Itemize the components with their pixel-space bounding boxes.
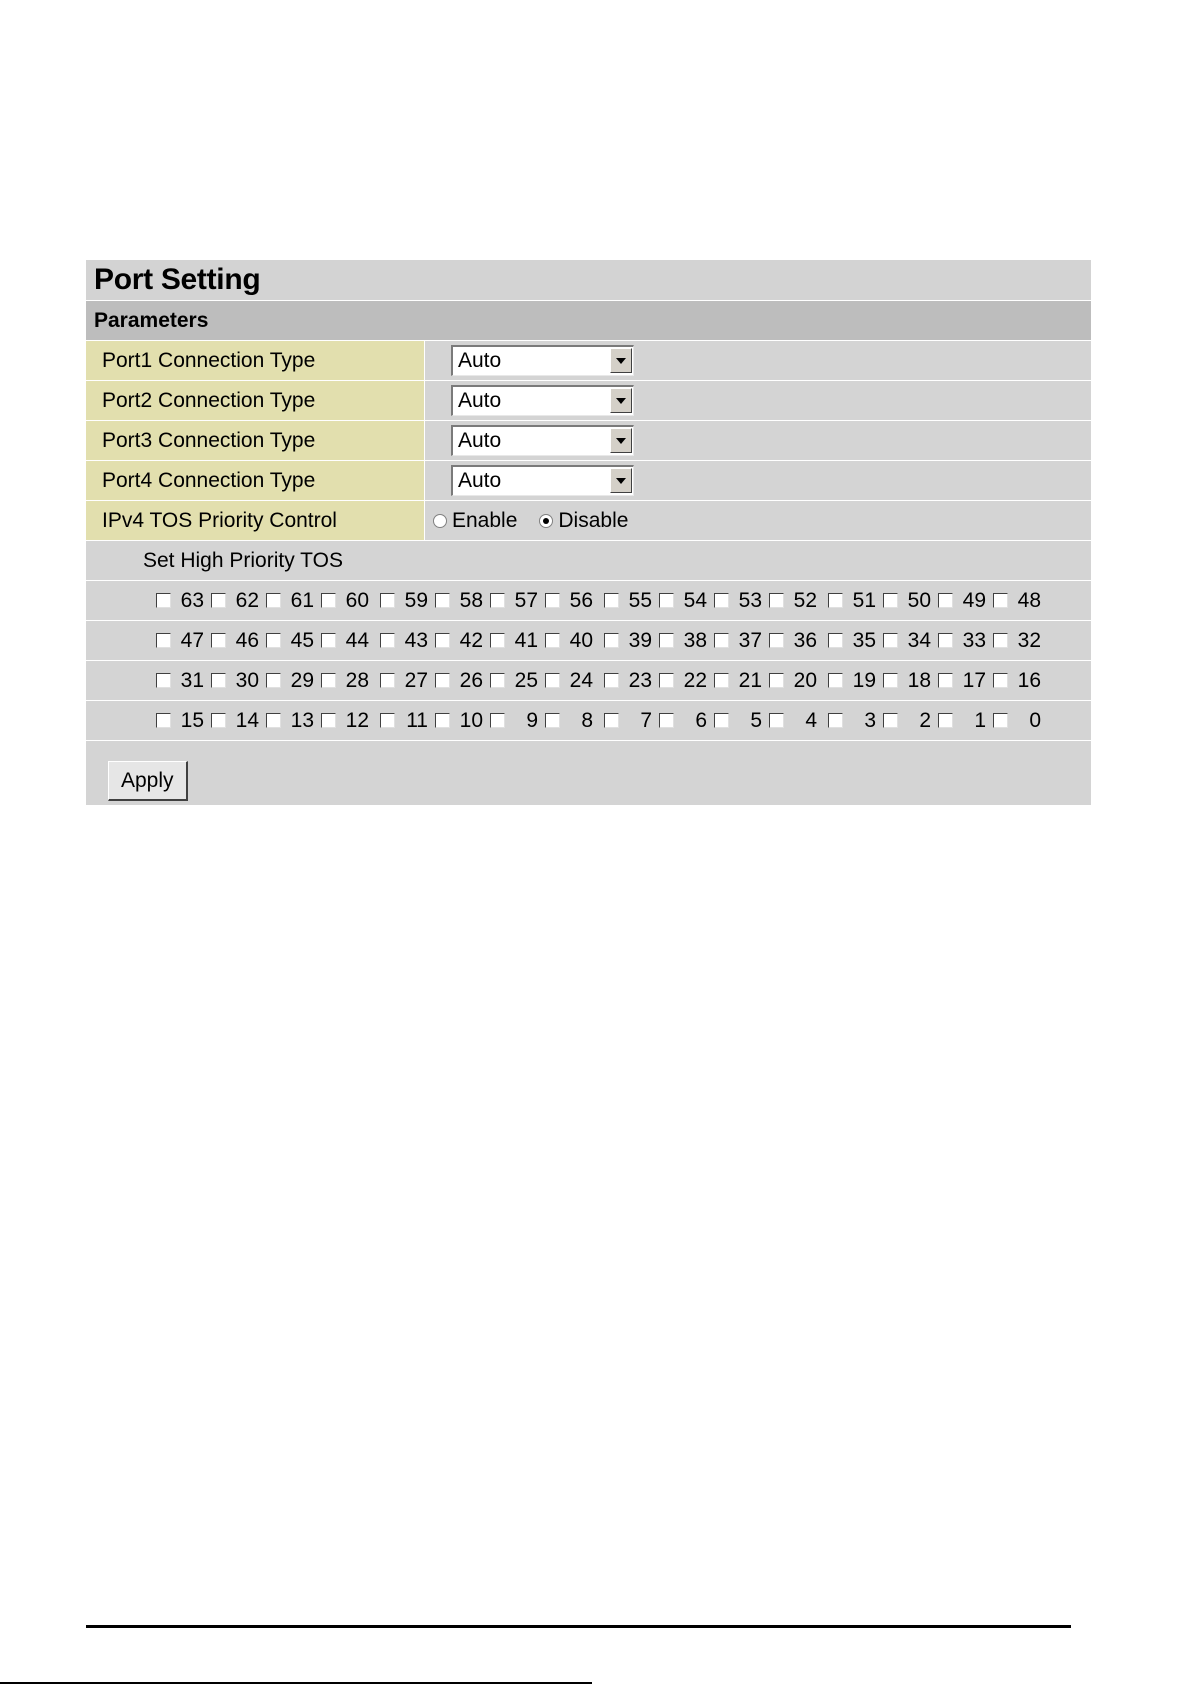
tos-value-label: 26 xyxy=(459,668,483,692)
tos-checkbox-item[interactable] xyxy=(938,669,993,693)
tos-checkbox-item[interactable] xyxy=(211,629,266,653)
tos-checkbox-item[interactable] xyxy=(156,629,211,653)
port4-row xyxy=(86,461,1091,501)
tos-checkbox-grid xyxy=(86,581,1091,741)
apply-row xyxy=(86,741,1091,805)
tos-value-label: 12 xyxy=(345,708,369,732)
tos-value-label: 39 xyxy=(628,628,652,652)
tos-value-label: 4 xyxy=(805,708,817,732)
checkbox-icon[interactable] xyxy=(714,593,729,608)
tos-checkbox-item[interactable] xyxy=(266,589,321,613)
checkbox-icon[interactable] xyxy=(435,673,450,688)
tos-group xyxy=(828,709,1048,733)
tos-value-label: 49 xyxy=(962,588,986,612)
checkbox-icon[interactable] xyxy=(380,713,395,728)
checkbox-icon[interactable] xyxy=(380,673,395,688)
checkbox-icon[interactable] xyxy=(321,593,336,608)
tos-checkbox-item[interactable] xyxy=(714,589,769,613)
checkbox-icon[interactable] xyxy=(938,633,953,648)
tos-value-label: 54 xyxy=(683,588,707,612)
tos-group xyxy=(604,629,824,653)
tos-group xyxy=(156,669,376,693)
checkbox-icon[interactable] xyxy=(545,673,560,688)
tos-value-label: 40 xyxy=(569,628,593,652)
checkbox-icon[interactable] xyxy=(938,593,953,608)
tos-value-label: 28 xyxy=(345,668,369,692)
tos-group xyxy=(380,669,600,693)
tos-checkbox-item[interactable] xyxy=(321,589,376,613)
tos-checkbox-item[interactable] xyxy=(211,669,266,693)
tos-control-label: IPv4 TOS Priority Control xyxy=(86,501,425,540)
chevron-down-icon[interactable] xyxy=(610,428,632,453)
tos-group xyxy=(604,589,824,613)
tos-group xyxy=(604,709,824,733)
port1-row xyxy=(86,341,1091,381)
tos-checkbox-item[interactable] xyxy=(659,589,714,613)
checkbox-icon[interactable] xyxy=(266,593,281,608)
tos-row xyxy=(86,661,1091,701)
tos-checkbox-item[interactable] xyxy=(604,709,659,733)
checkbox-icon[interactable] xyxy=(714,633,729,648)
checkbox-icon[interactable] xyxy=(938,673,953,688)
tos-value-label: 61 xyxy=(290,588,314,612)
chevron-down-icon[interactable] xyxy=(610,468,632,493)
tos-checkbox-item[interactable] xyxy=(883,629,938,653)
tos-group xyxy=(828,629,1048,653)
checkbox-icon[interactable] xyxy=(883,673,898,688)
tos-checkbox-item[interactable] xyxy=(545,629,600,653)
tos-checkbox-item[interactable] xyxy=(938,629,993,653)
port4-connection-type-select[interactable] xyxy=(451,465,634,496)
checkbox-icon[interactable] xyxy=(993,673,1008,688)
tos-checkbox-item[interactable] xyxy=(490,709,545,733)
checkbox-icon[interactable] xyxy=(490,593,505,608)
checkbox-icon[interactable] xyxy=(604,593,619,608)
port4-label: Port4 Connection Type xyxy=(86,461,425,500)
tos-value-label: 21 xyxy=(738,668,762,692)
tos-value-label: 23 xyxy=(628,668,652,692)
high-priority-tos-label: Set High Priority TOS xyxy=(86,541,1091,581)
tos-checkbox-item[interactable] xyxy=(490,669,545,693)
tos-value-label: 1 xyxy=(974,708,986,732)
tos-value-label: 34 xyxy=(907,628,931,652)
tos-checkbox-item[interactable] xyxy=(490,629,545,653)
tos-checkbox-item[interactable] xyxy=(156,589,211,613)
tos-checkbox-item[interactable] xyxy=(266,709,321,733)
tos-checkbox-item[interactable] xyxy=(828,669,883,693)
tos-value-label: 10 xyxy=(459,708,483,732)
tos-control-row xyxy=(86,501,1091,541)
tos-value-label: 42 xyxy=(459,628,483,652)
checkbox-icon[interactable] xyxy=(266,713,281,728)
checkbox-icon[interactable] xyxy=(321,633,336,648)
port1-select-value: Auto xyxy=(458,349,502,372)
checkbox-icon[interactable] xyxy=(211,673,226,688)
tos-checkbox-item[interactable] xyxy=(993,589,1048,613)
tos-checkbox-item[interactable] xyxy=(435,629,490,653)
checkbox-icon[interactable] xyxy=(211,593,226,608)
tos-checkbox-item[interactable] xyxy=(659,629,714,653)
tos-value-label: 14 xyxy=(235,708,259,732)
tos-checkbox-item[interactable] xyxy=(211,709,266,733)
tos-value-label: 27 xyxy=(404,668,428,692)
tos-value-label: 9 xyxy=(526,708,538,732)
tos-value-label: 19 xyxy=(852,668,876,692)
tos-checkbox-item[interactable] xyxy=(545,709,600,733)
tos-checkbox-item[interactable] xyxy=(435,589,490,613)
checkbox-icon[interactable] xyxy=(321,713,336,728)
checkbox-icon[interactable] xyxy=(828,633,843,648)
tos-checkbox-item[interactable] xyxy=(993,629,1048,653)
tos-checkbox-item[interactable] xyxy=(380,629,435,653)
tos-group xyxy=(380,589,600,613)
tos-checkbox-item[interactable] xyxy=(604,589,659,613)
port2-row xyxy=(86,381,1091,421)
checkbox-icon[interactable] xyxy=(993,713,1008,728)
checkbox-icon[interactable] xyxy=(828,713,843,728)
tos-checkbox-item[interactable] xyxy=(156,669,211,693)
tos-checkbox-item[interactable] xyxy=(321,629,376,653)
tos-checkbox-item[interactable] xyxy=(659,669,714,693)
tos-value-label: 24 xyxy=(569,668,593,692)
tos-value-label: 5 xyxy=(750,708,762,732)
tos-value-label: 59 xyxy=(404,588,428,612)
tos-value-label: 48 xyxy=(1017,588,1041,612)
tos-group xyxy=(828,589,1048,613)
tos-value-label: 36 xyxy=(793,628,817,652)
tos-row xyxy=(86,581,1091,621)
footer-divider-short xyxy=(0,1682,592,1684)
port3-connection-type-select[interactable] xyxy=(451,425,634,456)
checkbox-icon[interactable] xyxy=(211,713,226,728)
checkbox-icon[interactable] xyxy=(435,713,450,728)
tos-value-label: 17 xyxy=(962,668,986,692)
tos-checkbox-item[interactable] xyxy=(435,669,490,693)
checkbox-icon[interactable] xyxy=(828,593,843,608)
checkbox-icon[interactable] xyxy=(883,593,898,608)
port4-select-value: Auto xyxy=(458,469,502,492)
tos-checkbox-item[interactable] xyxy=(828,629,883,653)
tos-value-label: 60 xyxy=(345,588,369,612)
tos-group xyxy=(156,709,376,733)
tos-value-label: 29 xyxy=(290,668,314,692)
checkbox-icon[interactable] xyxy=(380,593,395,608)
checkbox-icon[interactable] xyxy=(156,593,171,608)
checkbox-icon[interactable] xyxy=(604,713,619,728)
tos-checkbox-item[interactable] xyxy=(993,669,1048,693)
tos-checkbox-item[interactable] xyxy=(769,629,824,653)
checkbox-icon[interactable] xyxy=(993,633,1008,648)
tos-checkbox-item[interactable] xyxy=(659,709,714,733)
tos-value-label: 62 xyxy=(235,588,259,612)
tos-value-label: 3 xyxy=(864,708,876,732)
port1-connection-type-select[interactable] xyxy=(451,345,634,376)
tos-group xyxy=(156,589,376,613)
tos-value-label: 43 xyxy=(404,628,428,652)
port3-row xyxy=(86,421,1091,461)
tos-group xyxy=(604,669,824,693)
checkbox-icon[interactable] xyxy=(435,633,450,648)
tos-checkbox-item[interactable] xyxy=(490,589,545,613)
tos-checkbox-item[interactable] xyxy=(714,669,769,693)
tos-group xyxy=(156,629,376,653)
section-header-parameters: Parameters xyxy=(86,301,1091,341)
checkbox-icon[interactable] xyxy=(769,593,784,608)
tos-checkbox-item[interactable] xyxy=(828,589,883,613)
tos-checkbox-item[interactable] xyxy=(883,709,938,733)
tos-value-label: 18 xyxy=(907,668,931,692)
checkbox-icon[interactable] xyxy=(769,713,784,728)
apply-button[interactable]: Apply xyxy=(108,761,188,801)
checkbox-icon[interactable] xyxy=(321,673,336,688)
checkbox-icon[interactable] xyxy=(545,633,560,648)
tos-value-label: 22 xyxy=(683,668,707,692)
tos-checkbox-item[interactable] xyxy=(380,709,435,733)
tos-checkbox-item[interactable] xyxy=(714,629,769,653)
tos-value-label: 0 xyxy=(1029,708,1041,732)
tos-checkbox-item[interactable] xyxy=(769,669,824,693)
tos-value-label: 35 xyxy=(852,628,876,652)
checkbox-icon[interactable] xyxy=(938,713,953,728)
tos-checkbox-item[interactable] xyxy=(883,589,938,613)
port2-label: Port2 Connection Type xyxy=(86,381,425,420)
checkbox-icon[interactable] xyxy=(545,713,560,728)
chevron-down-icon[interactable] xyxy=(610,388,632,413)
tos-value-label: 47 xyxy=(180,628,204,652)
port2-select-value: Auto xyxy=(458,389,502,412)
tos-value-label: 32 xyxy=(1017,628,1041,652)
tos-checkbox-item[interactable] xyxy=(714,709,769,733)
port-setting-panel xyxy=(86,260,1091,805)
tos-value-label: 56 xyxy=(569,588,593,612)
tos-value-label: 31 xyxy=(180,668,204,692)
tos-value-label: 16 xyxy=(1017,668,1041,692)
checkbox-icon[interactable] xyxy=(604,673,619,688)
tos-checkbox-item[interactable] xyxy=(380,669,435,693)
checkbox-icon[interactable] xyxy=(659,673,674,688)
checkbox-icon[interactable] xyxy=(435,593,450,608)
tos-checkbox-item[interactable] xyxy=(938,589,993,613)
tos-value-label: 53 xyxy=(738,588,762,612)
checkbox-icon[interactable] xyxy=(156,713,171,728)
checkbox-icon[interactable] xyxy=(490,633,505,648)
tos-value-label: 63 xyxy=(180,588,204,612)
tos-value-label: 33 xyxy=(962,628,986,652)
checkbox-icon[interactable] xyxy=(156,633,171,648)
tos-value-label: 25 xyxy=(514,668,538,692)
checkbox-icon[interactable] xyxy=(380,633,395,648)
tos-row xyxy=(86,701,1091,741)
checkbox-icon[interactable] xyxy=(769,673,784,688)
tos-value-label: 15 xyxy=(180,708,204,732)
tos-checkbox-item[interactable] xyxy=(545,669,600,693)
port2-connection-type-select[interactable] xyxy=(451,385,634,416)
port3-select-value: Auto xyxy=(458,429,502,452)
checkbox-icon[interactable] xyxy=(828,673,843,688)
tos-group xyxy=(828,669,1048,693)
checkbox-icon[interactable] xyxy=(545,593,560,608)
tos-value-label: 8 xyxy=(581,708,593,732)
tos-value-label: 41 xyxy=(514,628,538,652)
checkbox-icon[interactable] xyxy=(714,713,729,728)
tos-value-label: 13 xyxy=(290,708,314,732)
tos-checkbox-item[interactable] xyxy=(380,589,435,613)
tos-checkbox-item[interactable] xyxy=(211,589,266,613)
checkbox-icon[interactable] xyxy=(490,673,505,688)
tos-value-label: 2 xyxy=(919,708,931,732)
tos-checkbox-item[interactable] xyxy=(938,709,993,733)
tos-checkbox-item[interactable] xyxy=(993,709,1048,733)
tos-value-label: 6 xyxy=(695,708,707,732)
checkbox-icon[interactable] xyxy=(883,713,898,728)
tos-value-label: 45 xyxy=(290,628,314,652)
tos-value-label: 20 xyxy=(793,668,817,692)
tos-row xyxy=(86,621,1091,661)
tos-value-label: 37 xyxy=(738,628,762,652)
tos-checkbox-item[interactable] xyxy=(883,669,938,693)
tos-value-label: 50 xyxy=(907,588,931,612)
checkbox-icon[interactable] xyxy=(156,673,171,688)
tos-control-radio-group xyxy=(433,509,650,533)
tos-checkbox-item[interactable] xyxy=(321,709,376,733)
port1-label: Port1 Connection Type xyxy=(86,341,425,380)
tos-checkbox-item[interactable] xyxy=(321,669,376,693)
page-title: Port Setting xyxy=(86,260,1091,301)
tos-checkbox-item[interactable] xyxy=(266,669,321,693)
chevron-down-icon[interactable] xyxy=(610,348,632,373)
tos-checkbox-item[interactable] xyxy=(828,709,883,733)
checkbox-icon[interactable] xyxy=(993,593,1008,608)
tos-checkbox-item[interactable] xyxy=(266,629,321,653)
tos-value-label: 11 xyxy=(406,708,428,732)
checkbox-icon[interactable] xyxy=(659,633,674,648)
checkbox-icon[interactable] xyxy=(266,673,281,688)
checkbox-icon[interactable] xyxy=(490,713,505,728)
tos-value-label: 38 xyxy=(683,628,707,652)
checkbox-icon[interactable] xyxy=(769,633,784,648)
checkbox-icon[interactable] xyxy=(266,633,281,648)
tos-checkbox-item[interactable] xyxy=(545,589,600,613)
tos-checkbox-item[interactable] xyxy=(769,709,824,733)
checkbox-icon[interactable] xyxy=(211,633,226,648)
radio-checked-icon[interactable] xyxy=(539,514,553,528)
disable-radio-label: Disable xyxy=(558,508,629,532)
checkbox-icon[interactable] xyxy=(883,633,898,648)
tos-checkbox-item[interactable] xyxy=(769,589,824,613)
tos-value-label: 44 xyxy=(345,628,369,652)
tos-checkbox-item[interactable] xyxy=(604,629,659,653)
tos-value-label: 46 xyxy=(235,628,259,652)
checkbox-icon[interactable] xyxy=(659,593,674,608)
checkbox-icon[interactable] xyxy=(714,673,729,688)
tos-checkbox-item[interactable] xyxy=(435,709,490,733)
enable-radio[interactable] xyxy=(433,509,517,533)
tos-value-label: 30 xyxy=(235,668,259,692)
port3-label: Port3 Connection Type xyxy=(86,421,425,460)
tos-group xyxy=(380,629,600,653)
footer-divider xyxy=(86,1625,1071,1628)
tos-value-label: 7 xyxy=(640,708,652,732)
tos-value-label: 57 xyxy=(514,588,538,612)
tos-value-label: 51 xyxy=(852,588,876,612)
enable-radio-label: Enable xyxy=(452,508,518,532)
checkbox-icon[interactable] xyxy=(659,713,674,728)
tos-value-label: 52 xyxy=(793,588,817,612)
radio-unchecked-icon[interactable] xyxy=(433,514,447,528)
tos-group xyxy=(380,709,600,733)
tos-value-label: 58 xyxy=(459,588,483,612)
disable-radio[interactable] xyxy=(539,509,628,533)
tos-checkbox-item[interactable] xyxy=(156,709,211,733)
tos-value-label: 55 xyxy=(628,588,652,612)
checkbox-icon[interactable] xyxy=(604,633,619,648)
tos-checkbox-item[interactable] xyxy=(604,669,659,693)
